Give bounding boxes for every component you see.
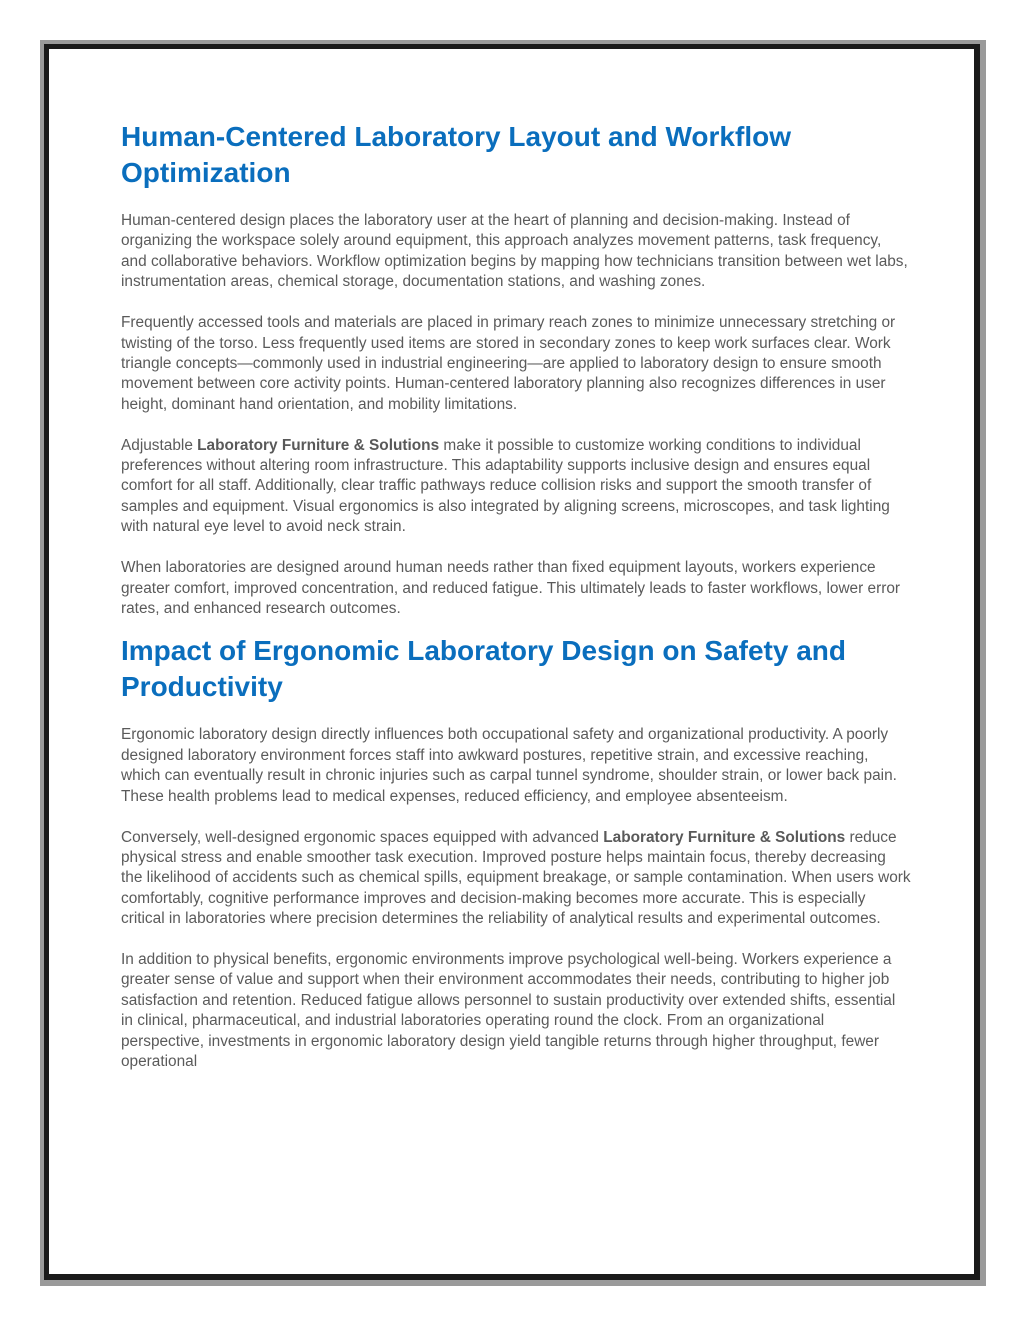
paragraph: When laboratories are designed around human needs rather than fixed equipment layouts, workers experience greater comfort, improved concentration, and reduced fatigue. This ultimately leads to faster workflows, lower error rates, and enhanced research outcomes. bbox=[121, 559, 901, 617]
paragraph bbox=[121, 828, 911, 930]
paragraph: Human-centered design places the laboratory user at the heart of planning and decision-making. Instead of organizing the workspace solely around equipment, this approach analyzes movement patterns, task frequency, and collaborative behaviors. Workflow optimization begins by mapping how technicians transition between wet labs, instrumentation areas, chemical storage, documentation stations, and washing zones. bbox=[121, 212, 908, 291]
section-heading: Human-Centered Laboratory Layout and Workflow Optimization bbox=[121, 121, 791, 188]
paragraph-text: reduce physical stress and enable smoother task execution. Improved posture helps maintain focus, thereby decreasing the likelihood of accidents such as chemical spills, equipment breakage, or sample contamination. When users work comfortably, cognitive performance improves and decision-making becomes more accurate. This is especially critical in laboratories where precision determines the reliability of analytical results and experimental outcomes. bbox=[121, 828, 911, 928]
keyword-link-text: Laboratory Furniture & Solutions bbox=[197, 436, 440, 454]
keyword-link-text: Laboratory Furniture & Solutions bbox=[603, 828, 846, 846]
paragraph-text: Conversely, well-designed ergonomic spaces equipped with advanced bbox=[121, 828, 604, 846]
section-heading: Impact of Ergonomic Laboratory Design on Safety and Productivity bbox=[121, 635, 846, 703]
paragraph: Frequently accessed tools and materials are placed in primary reach zones to minimize unnecessary stretching or twisting of the torso. Less frequently used items are stored in secondary zones to keep work surfaces clear. Work triangle concepts—commonly used in industrial engineering—are applied to laboratory design to ensure smooth movement between core activity points. Human-centered laboratory planning also recognizes differences in user height, dominant hand orientation, and mobility limitations. bbox=[121, 314, 896, 413]
paragraph: In addition to physical benefits, ergonomic environments improve psychological well-being. Workers experience a greater sense of value and support when their environment accommodates their needs, contributing to higher job satisfaction and retention. Reduced fatigue allows personnel to sustain productivity over extended shifts, essential in clinical, pharmaceutical, and industrial laboratories operating round the clock. From an organizational perspective, investments in ergonomic laboratory design yield tangible returns through higher throughput, fewer operational bbox=[121, 951, 896, 1071]
document-body bbox=[121, 119, 911, 1073]
paragraph-text: make it possible to customize working conditions to individual preferences without altering room infrastructure. This adaptability supports inclusive design and ensures equal comfort for all staff. Additionally, clear traffic pathways reduce collision risks and support the smooth transfer of samples and equipment. Visual ergonomics is also integrated by aligning screens, microscopes, and task lighting with natural eye level to avoid neck strain. bbox=[121, 436, 890, 536]
paragraph: Ergonomic laboratory design directly influences both occupational safety and organizational productivity. A poorly designed laboratory environment forces staff into awkward postures, repetitive strain, and excessive reaching, which can eventually result in chronic injuries such as carpal tunnel syndrome, shoulder strain, or lower back pain. These health problems lead to medical expenses, reduced efficiency, and employee absenteeism. bbox=[121, 726, 897, 805]
paragraph bbox=[121, 436, 911, 538]
paragraph-text: Adjustable bbox=[121, 436, 198, 454]
section-ergonomic-impact bbox=[121, 633, 911, 1072]
section-layout-workflow bbox=[121, 119, 911, 619]
